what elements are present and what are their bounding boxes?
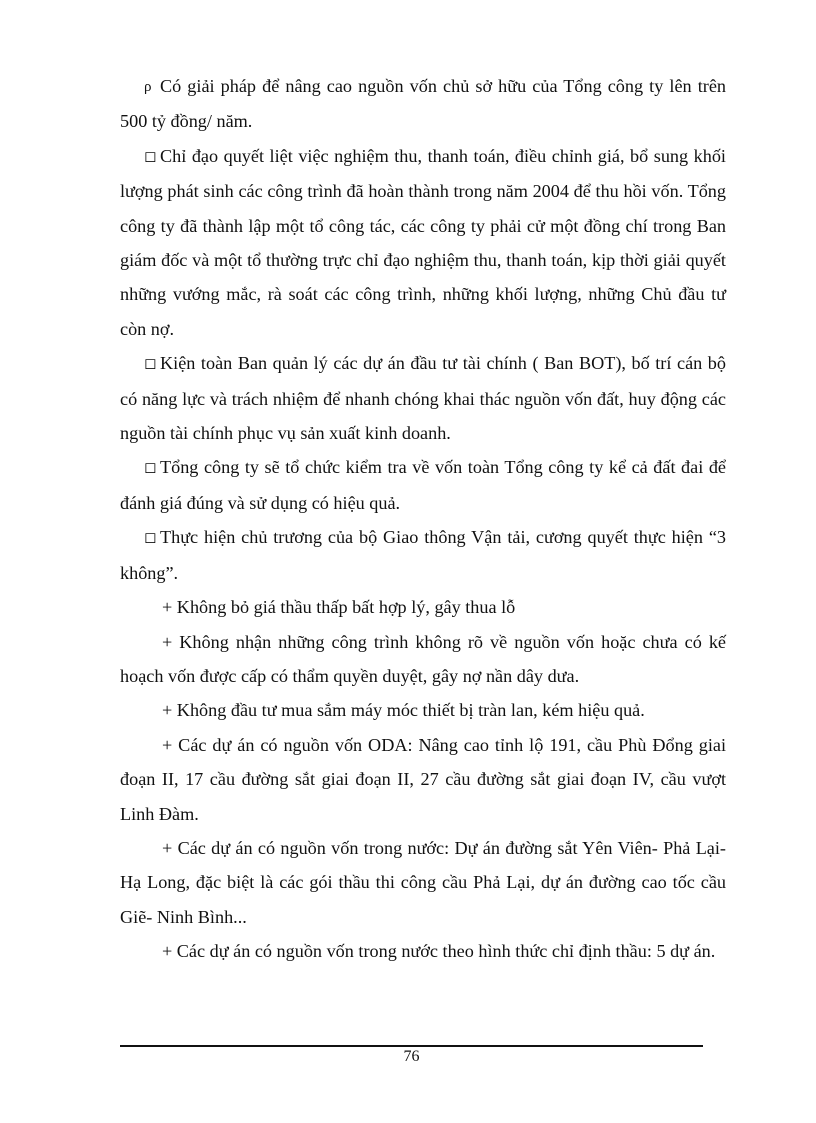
list-item-designated-contracts: + Các dự án có nguồn vốn trong nước theo hình thức chỉ định thầu: 5 dự án. [162, 941, 716, 962]
list-item-domestic-projects: + Các dự án có nguồn vốn trong nước: Dự án đường sắt Yên Viên- Phả Lại- Hạ Long, đặc biệt là các gói thầu thi công cầu Phả Lại, dự án đường cao tốc cầu Giẽ- Ninh Bình... [120, 837, 726, 927]
paragraph-bot-board [120, 346, 726, 450]
bullet-icon: ρ [144, 79, 152, 95]
paragraph-acceptance-payment [120, 139, 726, 346]
paragraph-three-nos [120, 520, 726, 590]
paragraph-text: Kiện toàn Ban quản lý các dự án đầu tư tài chính ( Ban BOT), bố trí cán bộ có năng lực và trách nhiệm để nhanh chóng khai thác nguồn vốn đất, huy động các nguồn tài chính phục vụ sản xuất kinh doanh. [120, 353, 726, 444]
paragraph-owner-equity [120, 69, 726, 139]
page-number: 76 [403, 1048, 420, 1065]
list-item-no-excess-equipment: + Không đầu tư mua sắm máy móc thiết bị tràn lan, kém hiệu quả. [162, 700, 645, 721]
checkbox-bullet-icon: ◻ [144, 356, 157, 373]
paragraph-text: Chỉ đạo quyết liệt việc nghiệm thu, thanh toán, điều chỉnh giá, bổ sung khối lượng phát sinh các công trình đã hoàn thành trong năm 2004 để thu hồi vốn. Tổng công ty đã thành lập một tổ công tác, các công ty phải cử một đồng chí trong Ban giám đốc và một tổ thường trực chỉ đạo nghiệm thu, thanh toán, kịp thời giải quyết những vướng mắc, rà soát các công trình, những khối lượng, những Chủ đầu tư còn nợ. [120, 145, 726, 339]
checkbox-bullet-icon: ◻ [144, 530, 157, 547]
paragraph-text: Tổng công ty sẽ tổ chức kiểm tra về vốn toàn Tổng công ty kể cả đất đai để đánh giá đúng và sử dụng có hiệu quả. [120, 457, 726, 513]
paragraph-text: Thực hiện chủ trương của bộ Giao thông Vận tải, cương quyết thực hiện “3 không”. [120, 527, 726, 583]
list-item-oda-projects: + Các dự án có nguồn vốn ODA: Nâng cao tỉnh lộ 191, cầu Phù Đổng giai đoạn II, 17 cầu đường sắt giai đoạn II, 27 cầu đường sắt giai đoạn IV, cầu vượt Linh Đàm. [120, 734, 726, 824]
paragraph-text: Có giải pháp để nâng cao nguồn vốn chủ sở hữu của Tổng công ty lên trên 500 tỷ đồng/ năm. [120, 76, 726, 132]
paragraph-capital-inspection [120, 450, 726, 520]
checkbox-bullet-icon: ◻ [144, 460, 157, 477]
body-text [120, 69, 726, 969]
checkbox-bullet-icon: ◻ [144, 148, 157, 165]
list-item-no-low-bids: + Không bỏ giá thầu thấp bất hợp lý, gây thua lỗ [162, 597, 516, 618]
list-item-no-unclear-projects: + Không nhận những công trình không rõ về nguồn vốn hoặc chưa có kế hoạch vốn được cấp có thẩm quyền duyệt, gây nợ nần dây dưa. [120, 631, 726, 686]
